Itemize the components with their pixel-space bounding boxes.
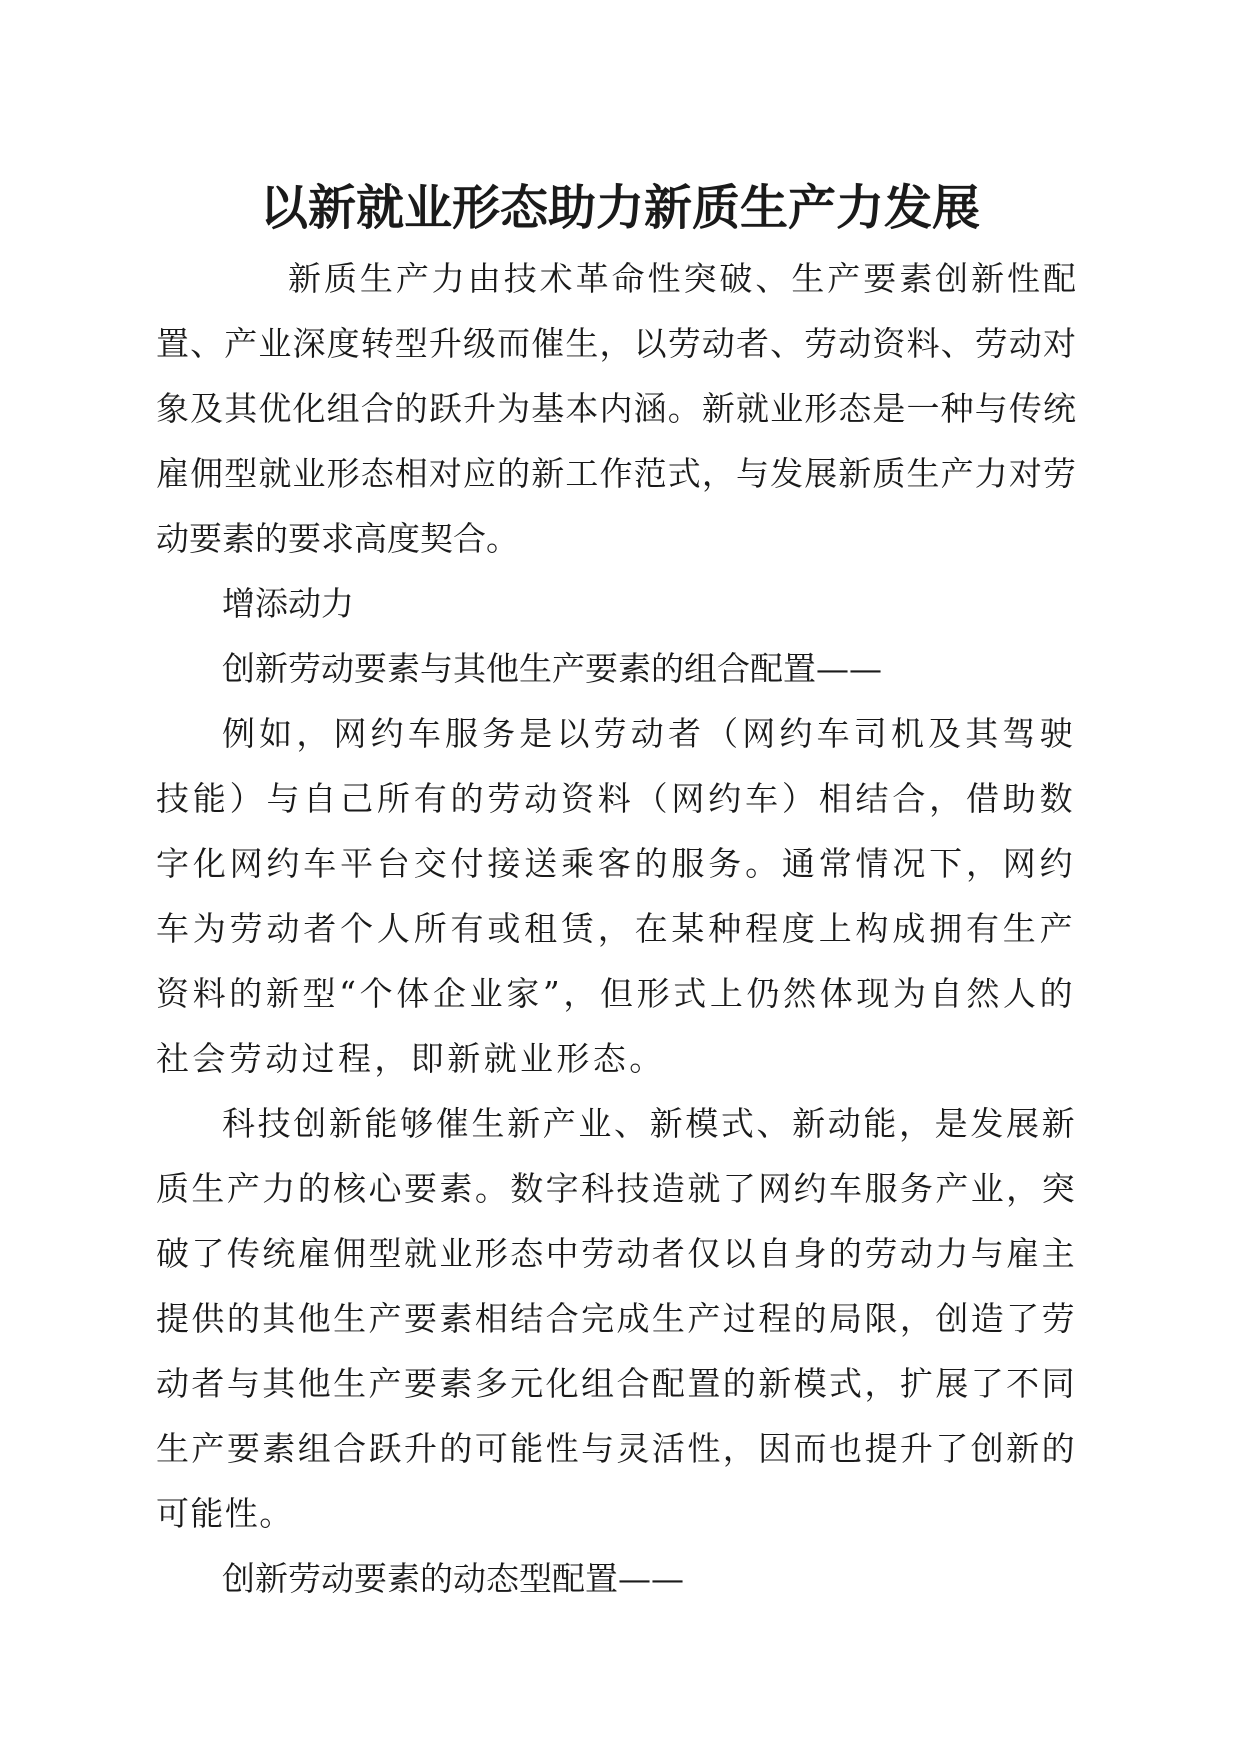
intro-paragraph: 新质生产力由技术革命性突破、生产要素创新性配置、产业深度转型升级而催生，以劳动者、劳动资料、劳动对象及其优化组合的跃升为基本内涵。新就业形态是一种与传统雇佣型就业形态相对应的新工作范式，与发展新质生产力对劳动要素的要求高度契合。 <box>156 259 1076 558</box>
section-heading: 增添动力 <box>222 584 354 623</box>
subsection-heading-2: 创新劳动要素的动态型配置—— <box>222 1559 684 1598</box>
analysis-paragraph: 科技创新能够催生新产业、新模式、新动能，是发展新质生产力的核心要素。数字科技造就了网约车服务产业，突破了传统雇佣型就业形态中劳动者仅以自身的劳动力与雇主提供的其他生产要素相结合完成生产过程的局限，创造了劳动者与其他生产要素多元化组合配置的新模式，扩展了不同生产要素组合跃升的可能性与灵活性，因而也提升了创新的可能性。 <box>156 1104 1076 1533</box>
document-body <box>156 246 1076 1611</box>
subsection-heading: 创新劳动要素与其他生产要素的组合配置—— <box>222 649 882 688</box>
document-title: 以新就业形态助力新质生产力发展 <box>259 180 980 236</box>
example-paragraph: 例如，网约车服务是以劳动者（网约车司机及其驾驶技能）与自己所有的劳动资料（网约车）相结合，借助数字化网约车平台交付接送乘客的服务。通常情况下，网约车为劳动者个人所有或租赁，在某种程度上构成拥有生产资料的新型“个体企业家”，但形式上仍然体现为自然人的社会劳动过程，即新就业形态。 <box>156 714 1076 1078</box>
